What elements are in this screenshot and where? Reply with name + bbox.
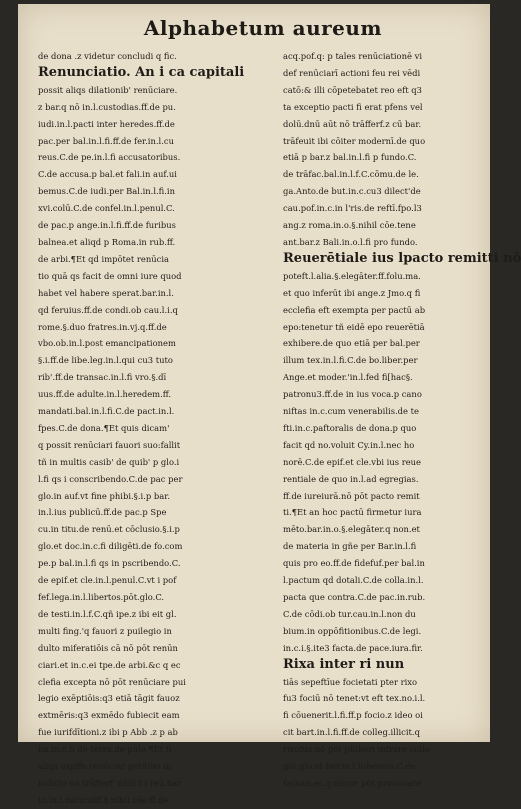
text-line: cau.pof.in.c.in l'ris.de reftī.fpo.l3 bbox=[283, 203, 422, 214]
text-line: bium.in oppōfitionibus.C.de legi. bbox=[283, 625, 422, 636]
text-line: ga.Anto.de but.in.c.cu3 dilect'de bbox=[283, 186, 421, 197]
text-line: facsan.ec.q minor pōt prouocare bbox=[283, 777, 422, 788]
text-line: trāfeuit ibi cōiter modernī.de quo bbox=[283, 135, 426, 146]
text-line: §.i.ff.de libe.leg.in.l.qui cu3 tuto bbox=[38, 355, 173, 366]
text-line: mēto.bar.in.o.§.elegāter.q non.et bbox=[283, 524, 420, 535]
text-line: Ange.et moder.'in.l.fed fi[hac§. bbox=[283, 372, 413, 383]
text-line: cu.in titu.de renū.et cōclusio.§.i.p bbox=[38, 524, 180, 535]
text-line: fti.in.c.paftoralis de dona.p quo bbox=[283, 422, 417, 433]
text-line: legio exēptiōis:q3 etiā tāgit fauoz bbox=[38, 693, 180, 704]
text-line: norē.C.de epif.et cle.vbi ius reue bbox=[283, 456, 422, 467]
text-line: rome.§.duo fratres.in.vj.q.ff.de bbox=[38, 321, 167, 332]
text-line: de dona .z videtur concludi q fic. bbox=[38, 51, 177, 61]
text-line: quis pro eo.ff.de fidefuf.per bal.in bbox=[283, 558, 425, 569]
text-line: tñ in multis casib' de quib' p glo.i bbox=[38, 456, 180, 467]
section-heading-renunciatio: Renunciatio. An i ca capitali bbox=[38, 64, 245, 80]
text-line: de arbi.¶Et qd impōtet renūcia bbox=[38, 253, 170, 264]
text-line: dolū.dnū aūt nō trāfferf.z cū bar. bbox=[283, 118, 422, 129]
text-line: C.de cōdi.ob tur.cau.in.l.non du bbox=[283, 608, 416, 619]
text-line: ciari.et in.c.ei tpe.de arbi.&c q ec bbox=[38, 659, 181, 670]
text-line: mandati.bal.in.l.fi.C.de pact.in.l. bbox=[38, 406, 175, 417]
text-line: l.fi qs i conscribendo.C.de pac per bbox=[38, 473, 183, 484]
right-column bbox=[283, 48, 521, 792]
text-line: rib'.ff.de transac.in.l.fi vro.§.dī bbox=[38, 372, 167, 383]
text-line: in.l.ius publicū.ff.de pac.p Spe bbox=[38, 507, 167, 518]
text-line: cit bart.in.l.fi.ff.de colleg.illicit.q bbox=[283, 727, 420, 738]
text-line: iudicio nō trāfferf' dñiū3 i reū.bar bbox=[38, 777, 182, 788]
text-line: def renūciarī actioni feu rei vēdi bbox=[283, 67, 421, 78]
text-line: possit aliqs dilationib' renūciare. bbox=[38, 84, 178, 95]
text-line: exhibere.de quo etiā per bal.per bbox=[283, 338, 420, 349]
text-line: giū.glo.et bar.in.l.iubemus.C.de bbox=[283, 761, 416, 772]
text-line: qd feruius.ff.de condi.ob cau.l.i.q bbox=[38, 304, 178, 315]
text-line: de epif.et cle.in.l.penul.C.vt i pof bbox=[38, 575, 177, 586]
text-line: balnea.et aliqd p Roma.in rub.ff. bbox=[38, 236, 176, 247]
text-line: facit qd no.voluit Cy.in.l.nec ho bbox=[283, 439, 415, 450]
section-heading-rixa: Rixa inter ri nun bbox=[283, 656, 405, 672]
text-line: reus.C.de pe.in.l.fi accusatoribus. bbox=[38, 152, 181, 163]
text-line: vbo.ob.in.l.post emancipationem bbox=[38, 338, 176, 349]
text-line: iudi.in.l.pacti inter heredes.ff.de bbox=[38, 118, 175, 129]
text-line: fue iurifdītioni.z ibi p Abb .z p ab bbox=[38, 727, 178, 738]
text-line: et quo inferūt ibi ange.z Jmo.q fi bbox=[283, 287, 421, 298]
left-column bbox=[38, 48, 248, 809]
text-line: extmēris:q3 exmēdo fubiecit eam bbox=[38, 710, 180, 721]
text-line: catō:& illi cōpetebatet reo eft q3 bbox=[283, 84, 422, 95]
section-heading-reuerentiale: Reuerētiale ius lpacto remitti nō bbox=[283, 250, 521, 266]
text-line: epo:tenetur tñ eidē epo reuerētiā bbox=[283, 321, 425, 332]
text-line: ang.z roma.in.o.§.nihil cōe.tene bbox=[283, 220, 416, 231]
text-line: ecclefia eft exempta per pactū ab bbox=[283, 304, 426, 315]
text-line: tio quā qs facit de omni iure quod bbox=[38, 270, 182, 281]
text-line: fef.lega.in.l.libertos.pōt.glo.C. bbox=[38, 592, 165, 602]
text-line: in.c.i.§.ite3 facta.de pace.iura.fir. bbox=[283, 642, 423, 653]
text-line: uus.ff.de adulte.in.l.heredem.ff. bbox=[38, 389, 172, 400]
text-line: etiā p bar.z bal.in.l.fi p fundo.C. bbox=[283, 152, 417, 163]
text-line: patronu3.ff.de in ius voca.p cano bbox=[283, 389, 422, 400]
text-line: poteft.l.alia.§.elegāter.ff.folu.ma. bbox=[283, 270, 421, 281]
text-line: bemus.C.de iudi.per Bal.in.l.fi.in bbox=[38, 186, 176, 197]
text-line: rentiale de quo in.l.ad egregias. bbox=[283, 473, 419, 484]
text-line: to.in.l.naturalif.§.nihil cōe.ff.de bbox=[38, 794, 169, 805]
text-line: de materia in gñe per Bar.in.l.fi bbox=[283, 541, 417, 552]
text-line: fu3 fociū nō tenet:vt eft tex.no.i.l. bbox=[283, 693, 426, 704]
text-line: xvi.colū.C.de confel.in.l.penul.C. bbox=[38, 203, 175, 214]
text-line: ant.bar.z Bali.in.o.l.fi pro fundo. bbox=[283, 236, 418, 247]
text-line: l.pactum qd dotali.C.de colla.in.l. bbox=[283, 575, 424, 586]
text-line: de pac.p ange.in.l.fi.ff.de furibus bbox=[38, 220, 176, 231]
text-line: acq.pof.q: p tales renūciationē vi bbox=[283, 51, 423, 61]
text-line: dulto miferatiōis cā nō pōt renūn bbox=[38, 642, 178, 653]
text-line: ba.in.c.fi de terra.de pūle.¶Et fi bbox=[38, 744, 172, 755]
text-line: z bar.q nō in.l.custodias.ff.de pu. bbox=[38, 101, 176, 112]
text-line: rixofus nō pōt phiberi intrare colle bbox=[283, 744, 430, 755]
text-line: de trāfac.bal.in.l.f.C.cōmu.de le. bbox=[283, 169, 419, 180]
text-line: C.de accusa.p bal.et fali.in auf.ui bbox=[38, 169, 177, 180]
text-line: pac.per bal.in.l.fi.ff.de fer.in.l.cu bbox=[38, 135, 174, 146]
text-line: glo.in auf.vt fine phibi.§.i.p bar. bbox=[38, 490, 170, 501]
text-line: pe.p bal.in.l.fi qs in pscribendo.C. bbox=[38, 558, 181, 569]
text-line: de testi.in.l.f.C.qñ ipe.z ibi eit gl. bbox=[38, 608, 177, 619]
text-line: tiās sepeftīue focietati pter rixo bbox=[283, 676, 418, 687]
text-line: q possit renūciari fauori suo:fallit bbox=[38, 439, 181, 450]
page-header: Alphabetum aureum bbox=[143, 16, 383, 40]
text-line: illum tex.in.l.fi.C.de bo.liber.per bbox=[283, 355, 418, 366]
book-page bbox=[18, 4, 521, 805]
text-line: multi fing.'q fauori z puilegio in bbox=[38, 625, 172, 636]
text-line: ti.¶Et an hoc pactū firmetur iura bbox=[283, 507, 422, 518]
text-line: niftas in.c.cum venerabilis.de te bbox=[283, 406, 419, 417]
text-line: pacta que contra.C.de pac.in.rub. bbox=[283, 592, 426, 602]
text-line: ta exceptio pacti fi erat pfens vel bbox=[283, 101, 423, 112]
text-line: fi cōuenerit.l.fi.ff.p focio.z ideo oi bbox=[283, 710, 423, 721]
text-line: clefia excepta nō pōt renūciare pui bbox=[38, 676, 186, 687]
text-line: habet vel habere sperat.bar.in.l. bbox=[38, 287, 174, 298]
text-line: fpes.C.de dona.¶Et quis dicam' bbox=[38, 422, 170, 433]
text-line: glo.et doc.in.c.fi diligēti.de fo.com bbox=[38, 541, 183, 552]
text-line: aliqs expffe renūciar petitōio in bbox=[38, 761, 172, 772]
text-line: ff.de iureiurā.nō pōt pacto remit bbox=[283, 490, 420, 501]
